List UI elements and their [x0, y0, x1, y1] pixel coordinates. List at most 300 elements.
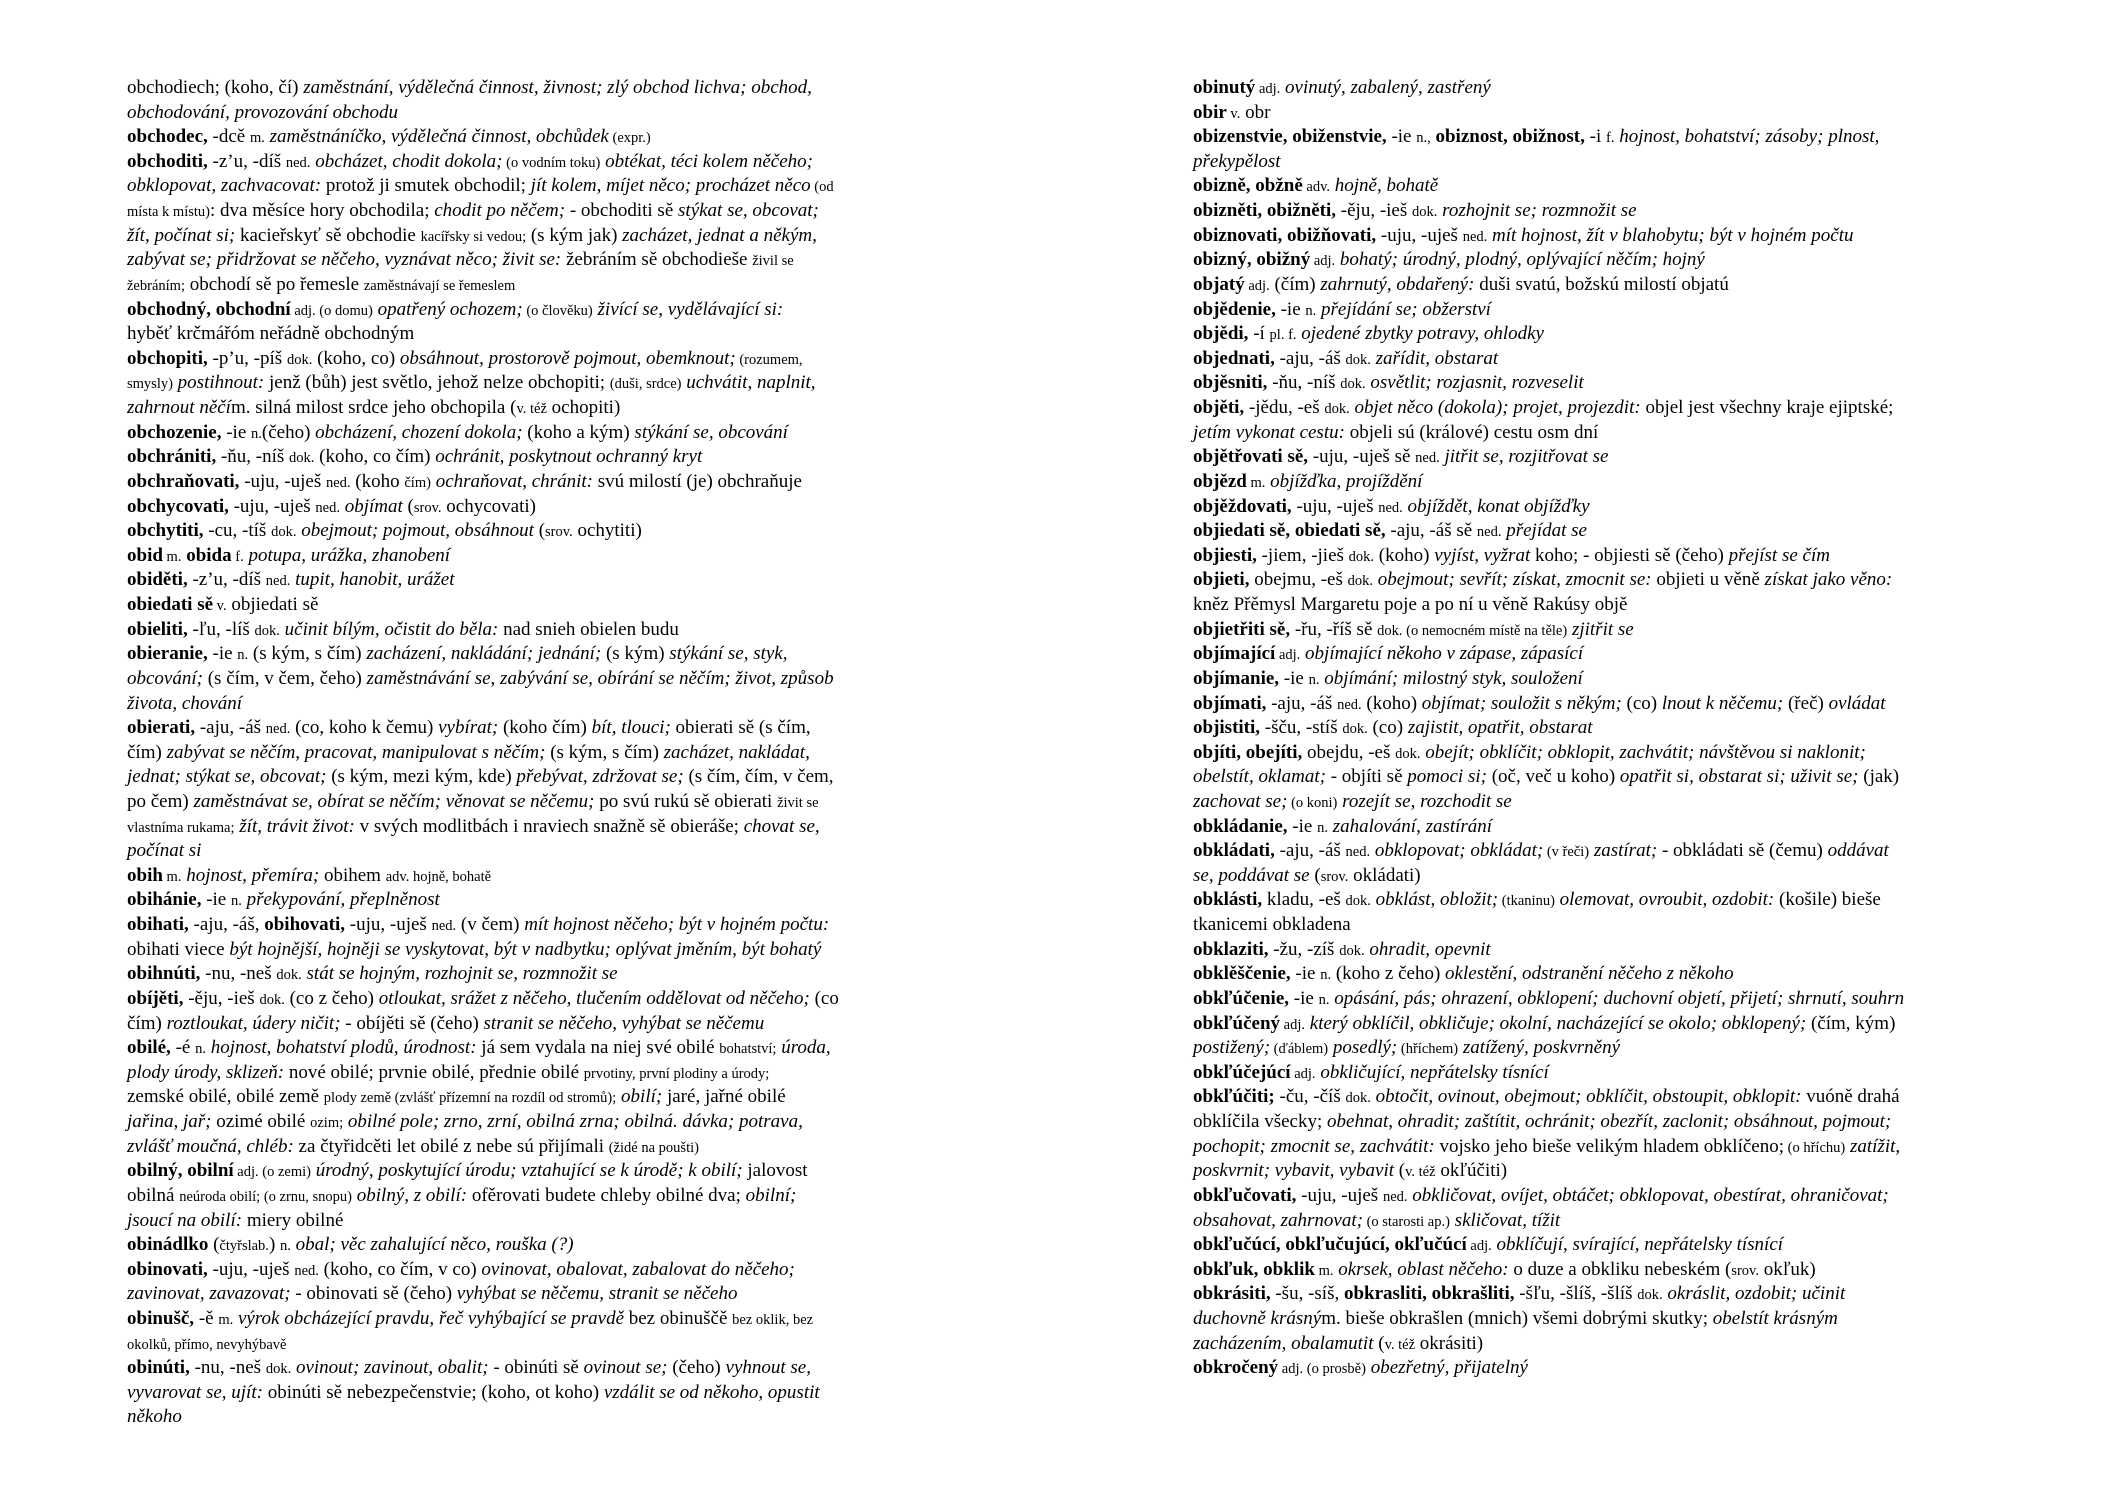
- grammar-note: n.: [1318, 991, 1330, 1008]
- grammar-note: v.: [213, 598, 227, 615]
- headword: objěsniti,: [1193, 372, 1268, 394]
- grammar-note: (židé na poušti): [608, 1139, 699, 1156]
- headword: obiznost, obižnost,: [1430, 126, 1585, 148]
- definition-text: zatížit,: [1845, 1135, 1901, 1157]
- dictionary-line: [127, 1209, 343, 1234]
- example-text: (co: [809, 987, 839, 1009]
- example-text: -uju, -uješ: [228, 495, 316, 517]
- headword: obkročený: [1193, 1357, 1279, 1379]
- example-text: (košile) bieše: [1774, 889, 1881, 911]
- grammar-note: srov.: [1731, 1262, 1759, 1279]
- example-text: -uju, -uješ: [239, 470, 326, 492]
- definition-text: jsoucí na obilí:: [127, 1209, 243, 1231]
- definition-text: objížďka, projíždění: [1265, 470, 1423, 492]
- definition-text: zvlášť moučná, chléb:: [127, 1135, 294, 1157]
- headword: obchytiti,: [127, 520, 204, 542]
- example-text: -šu, -síš,: [1270, 1283, 1344, 1305]
- grammar-note: ned.: [1462, 228, 1488, 245]
- example-text: obklíčila všecky;: [1193, 1111, 1328, 1133]
- dictionary-line: [1193, 125, 1879, 150]
- example-text: - objíti sě: [1325, 766, 1408, 788]
- dictionary-line: [127, 938, 821, 963]
- definition-text: který obklíčil, obkličuje; okolní, nacházející se okolo; obklopený;: [1305, 1012, 1807, 1034]
- grammar-note: (o koni): [1287, 794, 1338, 811]
- example-text: (co, koho k čemu): [290, 717, 439, 739]
- grammar-note: okolků, přímo, nevyhýbavě: [127, 1336, 287, 1353]
- dictionary-line: [1193, 815, 1492, 840]
- definition-text: života, chování: [127, 692, 243, 714]
- example-text: -z’u, -díš: [207, 150, 286, 172]
- grammar-note: n.: [1317, 819, 1328, 836]
- grammar-note: n.: [1320, 967, 1332, 984]
- dictionary-line: [1193, 495, 1590, 520]
- dictionary-line: [127, 962, 618, 987]
- headword: obizněti, obižněti,: [1193, 200, 1337, 222]
- definition-text: obkličovat, ovíjet, obtáčet; obklopovat, obestírat, ohraničovat;: [1407, 1184, 1889, 1206]
- dictionary-line: [127, 1307, 813, 1332]
- dictionary-line: [127, 913, 829, 938]
- grammar-note: kacířsky si vedou;: [420, 228, 527, 245]
- definition-text: obkličující, nepřátelsky tísnící: [1315, 1061, 1549, 1083]
- grammar-note: v.: [1226, 105, 1241, 122]
- grammar-note: čím): [404, 474, 431, 491]
- dictionary-line: [1193, 1159, 1507, 1184]
- dictionary-line: [1193, 1307, 1838, 1332]
- example-text: za čtyřidcěti let obilé z nebe sú přijímali: [293, 1135, 609, 1157]
- dictionary-line: [1193, 667, 1583, 692]
- dictionary-line: [1193, 101, 1270, 126]
- definition-text: jetím vykonat cestu:: [1193, 421, 1345, 443]
- example-text: (koho, co čím, v co): [318, 1258, 482, 1280]
- dictionary-line: [127, 1135, 699, 1160]
- dictionary-line: [127, 445, 702, 470]
- example-text: (: [402, 495, 414, 517]
- headword: obkľúčejúcí: [1193, 1061, 1291, 1083]
- example-text: -ňu, -níš: [1267, 372, 1341, 394]
- definition-text: žít, počínat si;: [127, 224, 236, 246]
- example-text: -uju, -uješ: [207, 1258, 295, 1280]
- definition-text: zacházením, obalamutit: [1193, 1332, 1374, 1354]
- grammar-note: dok.: [259, 991, 285, 1008]
- definition-text: někoho: [127, 1406, 182, 1428]
- example-text: (co z čeho): [284, 987, 379, 1009]
- dictionary-line: [1193, 1184, 1889, 1209]
- definition-text: tupit, hanobit, urážet: [290, 569, 455, 591]
- grammar-note: ned.: [325, 474, 351, 491]
- definition-text: skličovat, tížit: [1449, 1209, 1561, 1231]
- grammar-note: v. též: [516, 401, 547, 418]
- definition-text: chodit po něčem;: [434, 200, 566, 222]
- definition-text: zacházet, jednat a někým,: [622, 224, 817, 246]
- example-text: (co): [1621, 692, 1662, 714]
- example-text: okládati): [1348, 864, 1421, 886]
- definition-text: přebývat, zdržovat se;: [516, 766, 684, 788]
- example-text: obierati sě (s čím,: [670, 717, 811, 739]
- dictionary-line: [1193, 150, 1281, 175]
- example-text: (v čem): [456, 914, 525, 936]
- definition-text: objímání; milostný styk, souložení: [1319, 667, 1583, 689]
- dictionary-line: [127, 568, 455, 593]
- definition-text: obejít; obklíčit; obklopit, zachvátit; návštěvou si naklonit;: [1420, 741, 1866, 763]
- dictionary-line: [127, 987, 839, 1012]
- grammar-note: srov.: [545, 524, 573, 541]
- grammar-note: dok.: [1340, 376, 1366, 393]
- example-text: objeli sú (králové) cestu osm dní: [1344, 421, 1599, 443]
- headword: obchoditi,: [127, 150, 208, 172]
- definition-text: obklopovat, zachvacovat:: [127, 175, 322, 197]
- dictionary-line: [127, 790, 819, 815]
- grammar-note: žebráním;: [127, 277, 185, 294]
- dictionary-line: [1193, 642, 1583, 667]
- definition-text: obsáhnout, prostorově pojmout, obemknout;: [399, 347, 736, 369]
- headword: obinádlko: [127, 1234, 209, 1256]
- grammar-note: ned.: [265, 721, 291, 738]
- headword: obih: [127, 864, 163, 886]
- definition-text: obejmout; pojmout, obsáhnout: [296, 520, 534, 542]
- definition-text: okráslit, ozdobit; učinit: [1662, 1283, 1846, 1305]
- definition-text: okrsek, oblast něčeho:: [1333, 1258, 1509, 1280]
- example-text: (: [208, 1234, 220, 1256]
- headword: obierati,: [127, 717, 196, 739]
- grammar-note: n.: [231, 893, 242, 910]
- grammar-note: m.: [218, 1312, 234, 1328]
- headword: obinovati,: [127, 1258, 208, 1280]
- definition-text: hojnost, přemíra;: [181, 864, 320, 886]
- definition-text: mít hojnost něčeho; být v hojném počtu:: [524, 914, 830, 936]
- example-text: obr: [1240, 101, 1271, 123]
- example-text: -ěju, -ieš: [1336, 200, 1413, 222]
- headword: objatý: [1193, 273, 1245, 295]
- example-text: - obinovati sě (čeho): [290, 1283, 457, 1305]
- dictionary-line: [127, 864, 491, 889]
- definition-text: zacházet, nakládat,: [663, 741, 810, 763]
- grammar-note: dok.: [1395, 745, 1421, 762]
- example-text: -řu, -říš sě: [1290, 618, 1378, 640]
- example-text: - obchoditi sě: [565, 200, 679, 222]
- definition-text: hojně, bohatě: [1330, 175, 1439, 197]
- headword: obilé,: [127, 1037, 171, 1059]
- dictionary-line: [127, 495, 536, 520]
- example-text: (s kým): [601, 643, 670, 665]
- dictionary-line: [1193, 347, 1498, 372]
- grammar-note: adj. (o prosbě): [1278, 1361, 1366, 1378]
- grammar-note: ned.: [315, 499, 340, 516]
- grammar-note: srov.: [1320, 868, 1349, 885]
- headword: obida: [181, 544, 232, 566]
- headword: obiedati sě: [127, 594, 214, 616]
- example-text: ochycovati): [441, 495, 536, 517]
- example-text: m. silná milost srdce jeho obchopila (: [230, 397, 517, 419]
- example-text: -ie: [1279, 667, 1309, 689]
- definition-text: obchodování, provozování obchodu: [127, 101, 399, 123]
- definition-text: bít, tlouci;: [591, 717, 671, 739]
- dictionary-line: [127, 298, 783, 323]
- example-text: -žu, -zíš: [1268, 938, 1340, 960]
- example-text: (s kým jak): [526, 224, 623, 246]
- definition-text: obcování;: [127, 667, 203, 689]
- definition-text: bohatý; úrodný, plodný, oplývající něčím; hojný: [1335, 249, 1705, 271]
- dictionary-line: [127, 322, 414, 347]
- example-text: okrásiti): [1415, 1332, 1484, 1354]
- definition-text: zaměstnávat se, obírat se něčím; věnovat se něčemu;: [193, 790, 595, 812]
- headword: objědenie,: [1193, 298, 1276, 320]
- definition-text: zaměstnávání se, zabývání se, obírání se něčím; život, způsob: [366, 667, 834, 689]
- grammar-note: adj.: [1255, 81, 1281, 97]
- dictionary-line: [1193, 1135, 1900, 1160]
- example-text: bez obinuščě: [624, 1308, 733, 1329]
- grammar-note: ozim;: [310, 1115, 344, 1132]
- headword: obkládati,: [1193, 840, 1275, 862]
- definition-text: zajistit, opatřit, obstarat: [1407, 717, 1593, 739]
- definition-text: přejídání se; obžerství: [1316, 298, 1491, 320]
- example-text: kladu, -eš: [1262, 889, 1346, 911]
- example-text: -šču, -stíš: [1260, 717, 1343, 739]
- grammar-note: dok.: [276, 967, 302, 984]
- grammar-note: f.: [231, 548, 244, 565]
- grammar-note: dok.: [1347, 573, 1373, 590]
- example-text: (čím): [1269, 273, 1321, 295]
- example-text: po čem): [127, 790, 194, 812]
- example-text: - obíjěti sě (čeho): [340, 1012, 484, 1034]
- grammar-note: n.: [1308, 671, 1320, 688]
- definition-text: olemovat, ovroubit, ozdobit:: [1554, 889, 1775, 911]
- example-text: obihem: [319, 864, 386, 886]
- definition-text: posedlý;: [1328, 1037, 1398, 1059]
- dictionary-line: [127, 1356, 811, 1381]
- example-text: -dcě: [207, 126, 250, 148]
- example-text: objieti u věně: [1651, 569, 1765, 591]
- definition-text: zabývat se něčím, pracovat, manipulovat s něčím;: [166, 741, 546, 763]
- definition-text: hojnost, bohatství; zásoby; plnost,: [1614, 126, 1880, 148]
- grammar-note: ned.: [294, 1262, 319, 1279]
- dictionary-line: [127, 618, 679, 643]
- example-text: obchodiech; (koho, čí): [127, 77, 304, 98]
- example-text: (koho, co čím): [314, 446, 436, 468]
- definition-text: vyhnout se,: [725, 1357, 811, 1379]
- definition-text: obklopovat; obkládat;: [1370, 840, 1544, 862]
- example-text: v svých modlitbách i nraviech snažně sě obieráše;: [354, 815, 744, 837]
- dictionary-line: [127, 1233, 574, 1258]
- grammar-note: ned.: [1337, 696, 1362, 713]
- dictionary-line: [127, 692, 242, 717]
- example-text: (s čím, čím, v čem,: [683, 766, 834, 788]
- definition-text: objet něco (dokola); projet, projezdit:: [1349, 397, 1641, 419]
- dictionary-line: [127, 1332, 286, 1357]
- definition-text: poskvrnit; vybavit, vybavit: [1193, 1160, 1395, 1182]
- headword: obinušč,: [127, 1308, 195, 1329]
- dictionary-line: [1193, 1209, 1560, 1234]
- dictionary-line: [1193, 913, 1351, 938]
- grammar-note: dok.: [289, 450, 315, 467]
- example-text: -jědu, -eš: [1244, 397, 1325, 419]
- example-text: -ie: [207, 643, 238, 665]
- definition-text: rozhojnit se; rozmnožit se: [1437, 200, 1637, 222]
- grammar-note: adj.: [1280, 1016, 1306, 1033]
- definition-text: ovinout; zavinout, obalit;: [291, 1357, 489, 1379]
- example-text: (řeč): [1783, 692, 1829, 714]
- grammar-note: (duši, srdce): [609, 376, 682, 393]
- example-text: ochytiti): [572, 520, 642, 542]
- definition-text: ochraňovat, chránit:: [430, 470, 593, 492]
- dictionary-line: [127, 150, 813, 175]
- definition-text: zastírat;: [1589, 840, 1658, 862]
- definition-text: obtékat, téci kolem něčeho;: [600, 150, 813, 172]
- grammar-note: dok.: [1324, 401, 1350, 418]
- grammar-note: ned.: [1415, 450, 1440, 467]
- example-text: nad snieh obielen budu: [498, 618, 679, 640]
- headword: obkľuk, obklik: [1193, 1258, 1315, 1280]
- example-text: -ie: [221, 421, 252, 443]
- grammar-note: m.: [162, 868, 182, 885]
- definition-text: jít kolem, míjet něco; procházet něco: [530, 175, 811, 197]
- definition-text: zahrnout něčí: [127, 397, 231, 419]
- grammar-note: n.: [195, 1041, 206, 1058]
- headword: objědi,: [1193, 323, 1249, 345]
- definition-text: překypování, přeplněnost: [241, 889, 440, 911]
- dictionary-line: [1193, 544, 1830, 569]
- example-text: (koho): [1361, 692, 1422, 714]
- right-column: [1193, 76, 2093, 1456]
- headword: objězd: [1193, 470, 1247, 492]
- dictionary-line: [1193, 396, 1893, 421]
- dictionary-line: [127, 125, 651, 150]
- grammar-note: adj.: [1310, 253, 1336, 270]
- example-text: -aju, -áš: [1266, 692, 1338, 714]
- definition-text: překypělost: [1193, 150, 1281, 172]
- headword: obchozenie,: [127, 421, 222, 443]
- grammar-note: adj. (o zemi): [233, 1164, 311, 1181]
- definition-text: obezřetný, přijatelný: [1365, 1357, 1528, 1379]
- example-text: (: [1309, 864, 1321, 886]
- grammar-note: m.: [162, 548, 182, 565]
- headword: obchopiti,: [127, 347, 208, 369]
- grammar-note: ned.: [1345, 844, 1371, 861]
- example-text: -aju, -áš: [1274, 840, 1346, 862]
- dictionary-line: [1193, 716, 1593, 741]
- dictionary-line: [127, 101, 398, 126]
- definition-text: lnout k něčemu;: [1661, 692, 1784, 714]
- example-text: -uju, -uješ sě: [1308, 446, 1416, 468]
- example-text: ochopiti): [546, 397, 621, 419]
- headword: obíjěti,: [127, 987, 184, 1009]
- example-text: kněz Přěmysl Margaretu poje a po ní u věně Rakúsy objě: [1193, 594, 1628, 616]
- grammar-note: smysly): [127, 376, 173, 393]
- headword: obihati,: [127, 914, 189, 936]
- definition-text: zařídit, obstarat: [1370, 347, 1499, 369]
- example-text: zemské obilé, obilé země: [127, 1086, 324, 1108]
- grammar-note: čtyřslab.: [219, 1238, 269, 1255]
- example-text: (jak): [1858, 766, 1900, 788]
- headword: obkľučovati,: [1193, 1184, 1297, 1206]
- headword: objiedati sě, obiedati sě,: [1193, 520, 1386, 542]
- definition-text: objímat: [339, 495, 403, 517]
- dictionary-line: [1193, 1332, 1483, 1357]
- definition-text: ojedené zbytky potravy, ohlodky: [1296, 323, 1544, 345]
- headword: obchodný, obchodní: [127, 298, 291, 320]
- grammar-note: n.,: [1416, 130, 1431, 147]
- definition-text: získat jako věno:: [1764, 569, 1893, 591]
- definition-text: obelstít, oklamat;: [1193, 766, 1326, 788]
- definition-text: roztloukat, údery ničit;: [166, 1012, 341, 1034]
- headword: obkľúčiti;: [1193, 1086, 1275, 1108]
- definition-text: uchvátit, naplnit,: [681, 372, 816, 394]
- dictionary-line: [1193, 593, 1627, 618]
- definition-text: obtočit, ovinout, obejmout; obklíčit, obstoupit, obklopit:: [1370, 1086, 1802, 1108]
- dictionary-line: [127, 519, 642, 544]
- definition-text: zacházení, nakládání; jednání;: [366, 643, 602, 665]
- definition-text: osvětlit; rozjasnit, rozveselit: [1365, 372, 1584, 394]
- definition-text: obehnat, ohradit; zaštítit, ochránit; obezřít, zaclonit; obsáhnout, pojmout;: [1327, 1111, 1892, 1133]
- definition-text: ovinutý, zabalený, zastřený: [1280, 77, 1491, 98]
- headword: objěti,: [1193, 397, 1245, 419]
- headword: obizný, obižný: [1193, 249, 1311, 271]
- definition-text: živící se, vydělávající si:: [592, 298, 784, 320]
- grammar-note: f.: [1605, 130, 1615, 147]
- grammar-note: místa k místu): [127, 204, 210, 221]
- headword: obkľučúcí, obkľučujúcí, okľučúcí: [1193, 1234, 1467, 1256]
- definition-text: obcházet, chodit dokola;: [310, 150, 503, 172]
- dictionary-line: [1193, 421, 1598, 446]
- definition-text: učinit bílým, očistit do běla:: [279, 618, 499, 640]
- grammar-note: ned.: [1378, 499, 1403, 516]
- definition-text: obcházení, chození dokola;: [315, 421, 523, 443]
- grammar-note: bohatství;: [719, 1041, 777, 1058]
- grammar-note: dok.: [1345, 893, 1371, 910]
- example-text: (čeho): [261, 421, 316, 443]
- grammar-note: ned.: [265, 573, 291, 590]
- example-text: ozimé obilé: [211, 1111, 311, 1133]
- example-text: protož ji smutek obchodil;: [321, 175, 531, 197]
- dictionary-line: [127, 224, 817, 249]
- example-text: (: [533, 520, 546, 542]
- grammar-note: m.: [1314, 1262, 1334, 1279]
- example-text: -i: [1584, 126, 1606, 148]
- grammar-note: ned.: [1382, 1188, 1408, 1205]
- example-text: čím): [127, 741, 167, 763]
- headword: objieti,: [1193, 569, 1250, 591]
- dictionary-line: [1193, 1061, 1549, 1086]
- headword: objistiti,: [1193, 717, 1261, 739]
- definition-text: otloukat, srážet z něčeho, tlučením oddělovat od něčeho;: [378, 987, 810, 1009]
- grammar-note: m.: [1246, 474, 1266, 491]
- example-text: (: [1373, 1332, 1385, 1354]
- dictionary-line: [1193, 618, 1634, 643]
- example-text: vojsko jeho bieše velikým hladem obklíčeno;: [1434, 1135, 1785, 1157]
- example-text: -uju, -uješ: [345, 914, 432, 936]
- example-text: (koho a kým): [522, 421, 635, 443]
- example-text: objel jest všechny kraje ejiptské;: [1640, 397, 1894, 419]
- headword: obkrásiti,: [1193, 1283, 1271, 1305]
- example-text: obejmu, -eš: [1249, 569, 1348, 591]
- dictionary-line: [127, 347, 803, 372]
- dictionary-line: [1193, 224, 1854, 249]
- definition-text: ovinout se;: [583, 1357, 668, 1379]
- dictionary-line: [1193, 199, 1637, 224]
- headword: obchycovati,: [127, 495, 229, 517]
- grammar-note: v. též: [1405, 1164, 1436, 1181]
- example-text: - obinúti sě: [488, 1357, 584, 1379]
- grammar-note: adj.: [1466, 1238, 1492, 1255]
- dictionary-line: [127, 667, 834, 692]
- example-text: -z’u, -díš: [187, 569, 266, 591]
- dictionary-line: [1193, 1085, 1900, 1110]
- grammar-note: (v řeči): [1543, 844, 1590, 861]
- grammar-note: dok.: [271, 524, 297, 541]
- definition-text: objíždět, konat objížďky: [1402, 495, 1590, 517]
- dictionary-line: [1193, 790, 1512, 815]
- definition-text: stát se hojným, rozhojnit se, rozmnožit se: [301, 963, 618, 985]
- example-text: -ie: [1290, 963, 1321, 985]
